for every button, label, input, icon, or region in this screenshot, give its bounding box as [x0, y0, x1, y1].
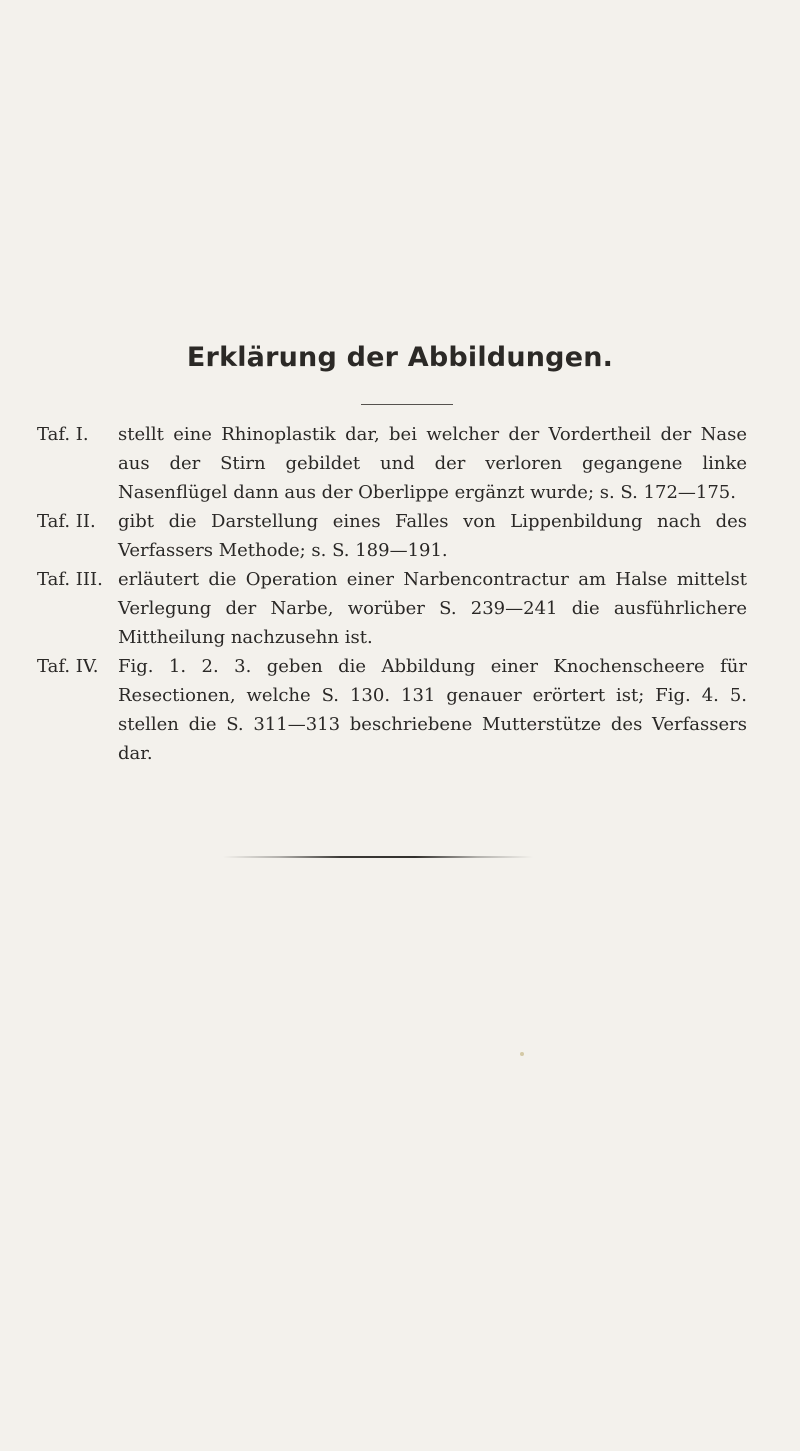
plate-entry-1 [37, 420, 747, 507]
paper-speck [520, 1052, 524, 1056]
plate-description: Fig. 1. 2. 3. geben die Abbildung einer Knochenscheere für Resectionen, welche S. 130. 131 genauer erörtert ist; Fig. 4. 5. stellen die S. 311—313 beschriebene Mutterstütze des Verfassers dar. [118, 656, 747, 764]
plate-label: Taf. II. [37, 511, 96, 532]
plate-list [37, 420, 747, 768]
plate-entry-2 [37, 507, 747, 565]
plate-entry-3 [37, 565, 747, 652]
plate-label: Taf. III. [37, 569, 103, 590]
plate-description: gibt die Darstellung eines Falles von Lippenbildung nach des Verfassers Methode; s. S. 189—191. [118, 511, 747, 561]
plate-description: erläutert die Operation einer Narbencontractur am Halse mittelst Verlegung der Narbe, worüber S. 239—241 die ausführlichere Mittheilung nachzusehn ist. [118, 569, 747, 648]
plate-entry-4 [37, 652, 747, 768]
plate-description: stellt eine Rhinoplastik dar, bei welcher der Vordertheil der Nase aus der Stirn gebildet und der verloren gegangene linke Nasenflügel dann aus der Oberlippe ergänzt wurde; s. S. 172—175. [118, 424, 747, 503]
title-divider [361, 404, 453, 405]
plate-label: Taf. I. [37, 424, 89, 445]
plate-label: Taf. IV. [37, 656, 99, 677]
closing-rule [223, 856, 533, 858]
page-title: Erklärung der Abbildungen. [186, 342, 614, 373]
